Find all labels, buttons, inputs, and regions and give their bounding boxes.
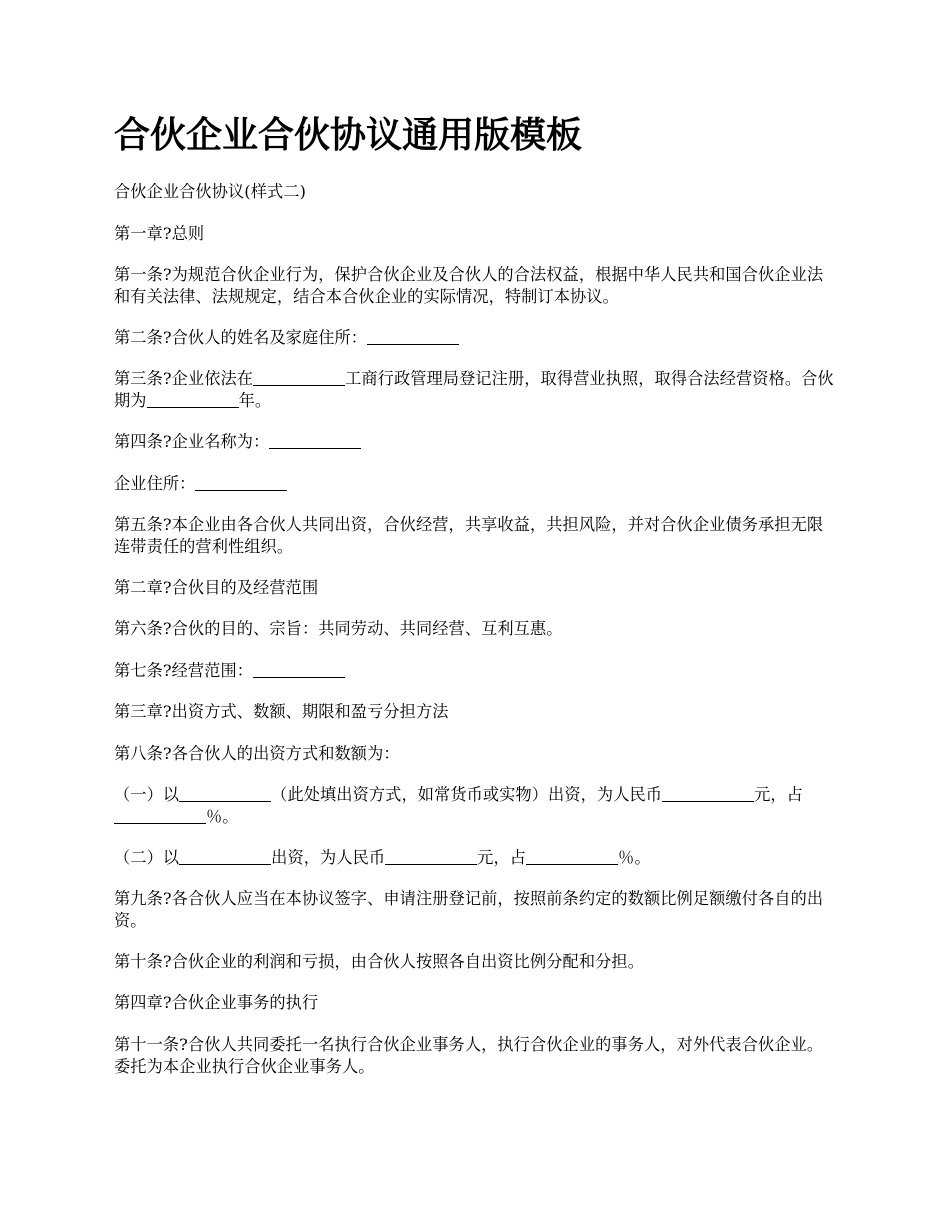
fill-blank[interactable] [269, 433, 361, 449]
article-6: 第六条?合伙的目的、宗旨：共同劳动、共同经营、互利互惠。 [114, 619, 563, 638]
enterprise-address-text: 企业住所： [114, 474, 196, 493]
fill-blank[interactable] [147, 392, 239, 408]
fill-blank[interactable] [179, 849, 271, 865]
chapter-4-heading: 第四章?合伙企业事务的执行 [114, 993, 319, 1012]
fill-blank[interactable] [385, 849, 477, 865]
article-8: 第八条?各合伙人的出资方式和数额为： [114, 744, 400, 763]
chapter-1-heading: 第一章?总则 [114, 224, 205, 243]
chapter-3-heading: 第三章?出资方式、数额、期限和盈亏分担方法 [114, 702, 449, 721]
fill-blank[interactable] [367, 329, 459, 345]
chapter-2-heading: 第二章?合伙目的及经营范围 [114, 578, 319, 597]
fill-blank[interactable] [526, 849, 618, 865]
article-2-text: 第二条?合伙人的姓名及家庭住所： [114, 328, 368, 347]
fill-blank[interactable] [114, 808, 206, 824]
item-2-text-c: 元，占 [477, 848, 527, 867]
enterprise-address [114, 473, 834, 495]
article-1: 第一条?为规范合伙企业行为，保护合伙企业及合伙人的合法权益，根据中华人民共和国合伙企业法和有关法律、法规规定，结合本合伙企业的实际情况，特制订本协议。 [114, 265, 824, 306]
article-4 [114, 431, 834, 453]
contribution-item-1 [114, 784, 834, 828]
item-2-text-d: ％。 [618, 848, 651, 867]
fill-blank[interactable] [253, 662, 345, 678]
contribution-item-2 [114, 847, 834, 869]
article-7-text: 第七条?经营范围： [114, 661, 254, 680]
fill-blank[interactable] [195, 475, 287, 491]
article-3-text-b: 工商行政管理局登记注册，取得营业执照，取得合法经营资格。合伙期为 [114, 369, 834, 410]
article-11: 第十一条?合伙人共同委托一名执行合伙企业事务人，执行合伙企业的事务人，对外代表合伙企业。委托为本企业执行合伙企业事务人。 [114, 1035, 824, 1076]
item-1-text-c: 元，占 [754, 785, 803, 804]
article-10: 第十条?合伙企业的利润和亏损，由合伙人按照各自出资比例分配和分担。 [114, 952, 644, 971]
fill-blank[interactable] [253, 370, 345, 386]
article-3-text-c: 年。 [238, 391, 272, 410]
document-title: 合伙企业合伙协议通用版模板 [114, 115, 583, 156]
item-1-text-a: （一）以 [114, 785, 180, 804]
fill-blank[interactable] [662, 786, 754, 802]
article-5: 第五条?本企业由各合伙人共同出资，合伙经营，共享收益，共担风险，并对合伙企业债务承担无限连带责任的营利性组织。 [114, 515, 824, 556]
item-2-text-b: 出资，为人民币 [271, 848, 386, 867]
fill-blank[interactable] [179, 786, 271, 802]
article-3-text-a: 第三条?企业依法在 [114, 369, 254, 388]
article-2 [114, 327, 834, 349]
item-2-text-a: （二）以 [114, 848, 180, 867]
item-1-text-d: ％。 [206, 807, 239, 826]
item-1-text-b: （此处填出资方式，如常货币或实物）出资，为人民币 [271, 785, 663, 804]
article-9: 第九条?各合伙人应当在本协议签字、申请注册登记前，按照前条约定的数额比例足额缴付各自的出资。 [114, 889, 824, 930]
document-subtitle: 合伙企业合伙协议(样式二) [114, 182, 306, 201]
article-3 [114, 368, 834, 412]
article-4-text: 第四条?企业名称为： [114, 432, 270, 451]
article-7 [114, 660, 834, 682]
